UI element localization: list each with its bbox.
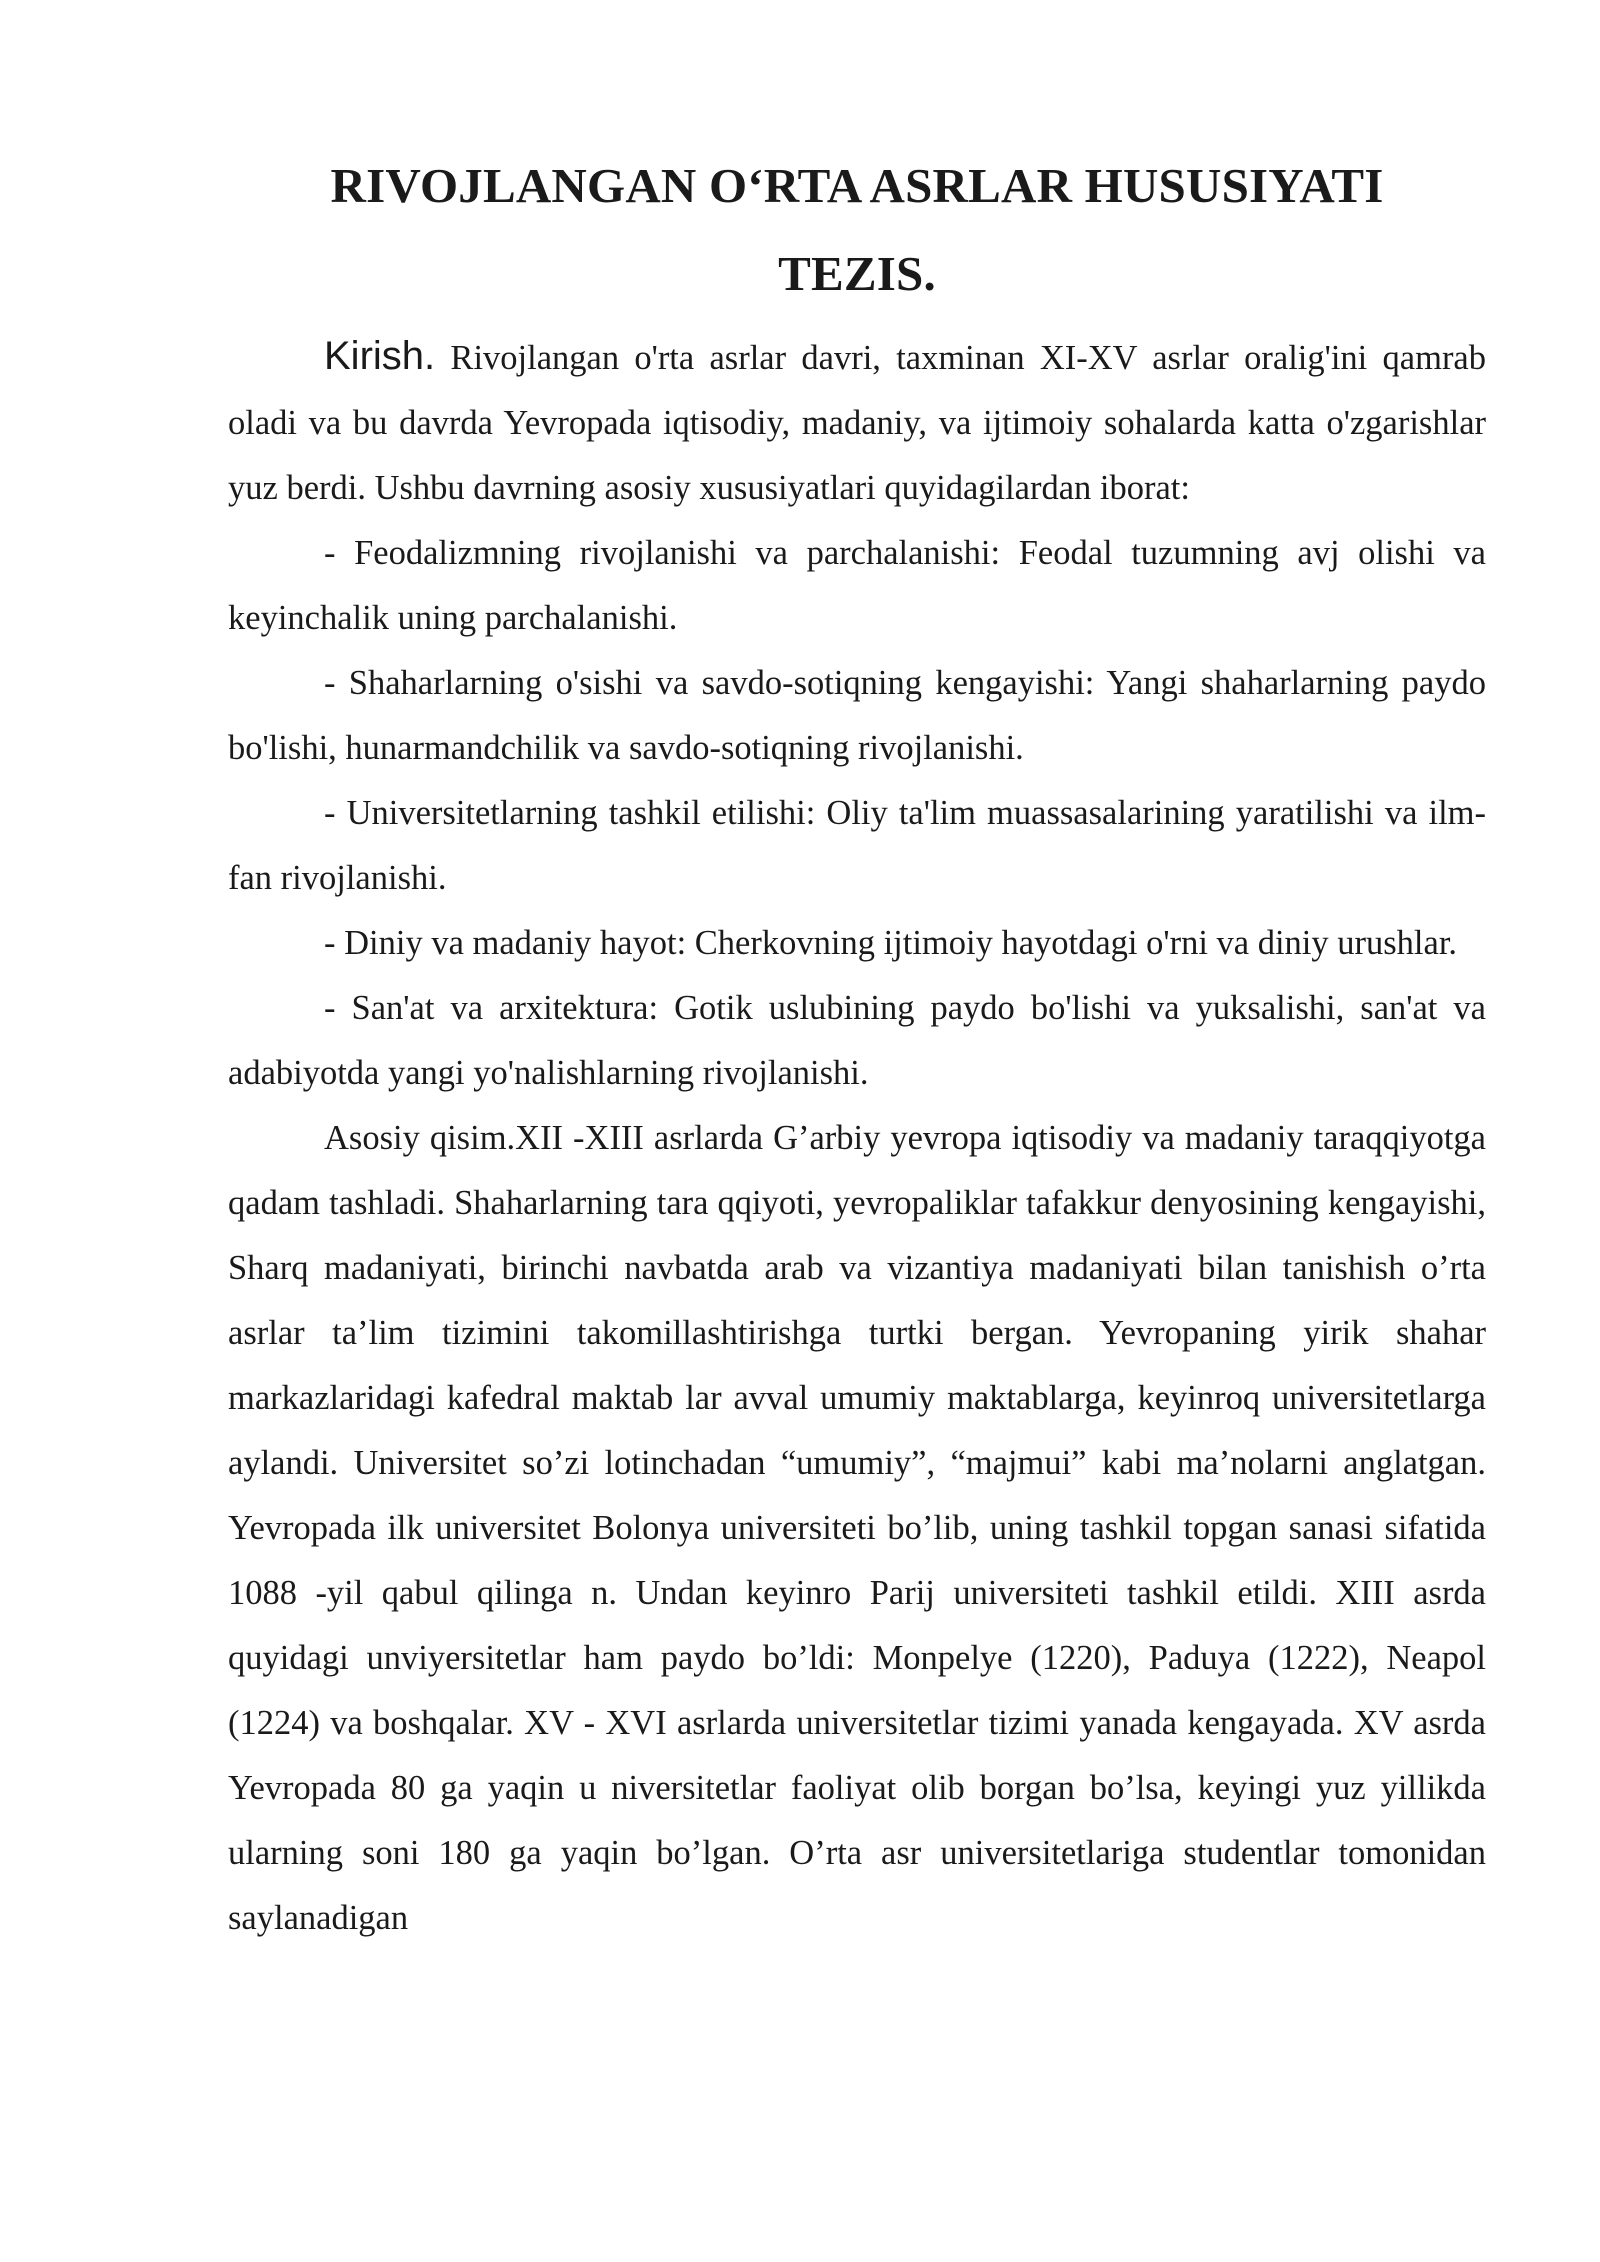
- document-title-line-2: TEZIS.: [778, 246, 936, 301]
- feature-paragraph-universities: - Universitetlarning tashkil etilishi: Oliy ta'lim muassasalarining yaratilishi va ilm-fan rivojlanishi.: [228, 794, 1486, 897]
- feature-paragraph-feudalism: - Feodalizmning rivojlanishi va parchalanishi: Feodal tuzumning avj olishi va keyinchalik uning parchalanishi.: [228, 534, 1486, 637]
- main-part-paragraph: Asosiy qisim.XII -XIII asrlarda G’arbiy yevropa iqtisodiy va madaniy taraqqiyotga qadam tashladi. Shaharlarning tara qqiyoti, yevropaliklar tafakkur denyosining kengayishi, Sharq madaniyati, birinchi navbatda arab va vizantiya madaniyati bilan tanishish o’rta asrlar ta’lim tizimini takomillashtirishga turtki bergan. Yevropaning yirik shahar markazlaridagi kafedral maktab lar avval umumiy maktablarga, keyinroq universitetlarga aylandi. Universitet so’zi lotinchadan “umumiy”, “majmui” kabi ma’nolarni anglatgan. Yevropada ilk universitet Bolonya universiteti bo’lib, uning tashkil topgan sanasi sifatida 1088 -yil qabul qilinga n. Undan keyinro Parij universiteti tashkil etildi. XIII asrda quyidagi unviyersitetlar ham paydo bo’ldi: Monpelye (1220), Paduya (1222), Neapol (1224) va boshqalar. XV - XVI asrlarda universitetlar tizimi yanada kengayada. XV asrda Yevropada 80 ga yaqin u niversitetlar faoliyat olib borgan bo’lsa, keyingi yuz yillikda ularning soni 180 ga yaqin bo’lgan. O’rta asr universitetlariga studentlar tomonidan saylanadigan: [228, 1119, 1486, 1937]
- intro-text: Rivojlangan o'rta asrlar davri, taxminan XI-XV asrlar oralig'ini qamrab oladi va bu davrda Yevropada iqtisodiy, madaniy, va ijtimoiy sohalarda katta o'zgarishlar yuz berdi. Ushbu davrning asosiy xususiyatlari quyidagilardan iborat:: [228, 339, 1486, 507]
- feature-paragraph-cities: - Shaharlarning o'sishi va savdo-sotiqning kengayishi: Yangi shaharlarning paydo bo'lishi, hunarmandchilik va savdo-sotiqning rivojlanishi.: [228, 664, 1486, 767]
- document-title-line-1: RIVOJLANGAN O‘RTA ASRLAR HUSUSIYATI: [330, 158, 1384, 213]
- intro-paragraph: [228, 324, 1486, 521]
- feature-paragraph-religion: - Diniy va madaniy hayot: Cherkovning ijtimoiy hayotdagi o'rni va diniy urushlar.: [324, 924, 1458, 962]
- intro-label: Kirish.: [324, 334, 436, 378]
- feature-paragraph-art: - San'at va arxitektura: Gotik uslubining paydo bo'lishi va yuksalishi, san'at va adabiyotda yangi yo'nalishlarning rivojlanishi.: [228, 989, 1486, 1092]
- document-body: [228, 324, 1486, 1951]
